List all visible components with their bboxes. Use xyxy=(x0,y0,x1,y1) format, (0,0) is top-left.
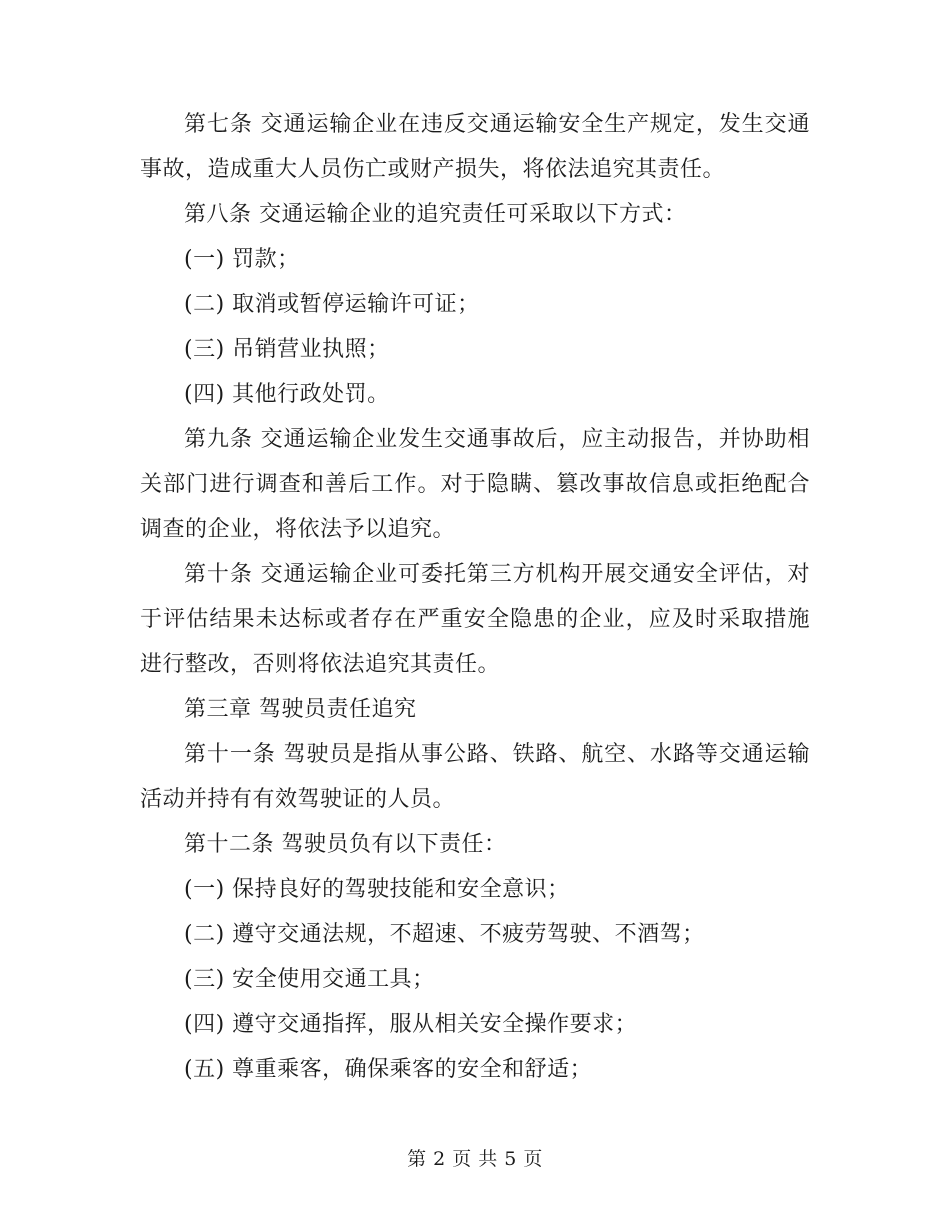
page-number-footer: 第 2 页 共 5 页 xyxy=(407,1148,543,1170)
chapter-heading-3: 第三章 驾驶员责任追究 xyxy=(184,697,417,722)
document-body xyxy=(140,102,810,1092)
paragraph-article-12: 第十二条 驾驶员负有以下责任： xyxy=(184,832,507,857)
list-item-8-1: (一) 罚款； xyxy=(184,247,300,272)
list-item-12-5: (五) 尊重乘客，确保乘客的安全和舒适； xyxy=(184,1057,593,1082)
paragraph-article-11: 第十一条 驾驶员是指从事公路、铁路、航空、水路等交通运输活动并持有有效驾驶证的人员。 xyxy=(140,742,810,812)
list-item-12-3: (三) 安全使用交通工具； xyxy=(184,967,435,992)
paragraph-article-8: 第八条 交通运输企业的追究责任可采取以下方式： xyxy=(184,202,687,227)
paragraph-article-7: 第七条 交通运输企业在违反交通运输安全生产规定，发生交通事故，造成重大人员伤亡或财产损失，将依法追究其责任。 xyxy=(140,112,810,182)
list-item-12-1: (一) 保持良好的驾驶技能和安全意识； xyxy=(184,877,570,902)
list-item-12-2: (二) 遵守交通法规，不超速、不疲劳驾驶、不酒驾； xyxy=(184,922,705,947)
paragraph-article-10: 第十条 交通运输企业可委托第三方机构开展交通安全评估，对于评估结果未达标或者存在严重安全隐患的企业，应及时采取措施进行整改，否则将依法追究其责任。 xyxy=(140,562,810,677)
list-item-8-2: (二) 取消或暂停运输许可证； xyxy=(184,292,480,317)
list-item-12-4: (四) 遵守交通指挥，服从相关安全操作要求； xyxy=(184,1012,638,1037)
list-item-8-4: (四) 其他行政处罚。 xyxy=(184,382,390,407)
paragraph-article-9: 第九条 交通运输企业发生交通事故后，应主动报告，并协助相关部门进行调查和善后工作。对于隐瞒、篡改事故信息或拒绝配合调查的企业，将依法予以追究。 xyxy=(140,427,810,542)
list-item-8-3: (三) 吊销营业执照； xyxy=(184,337,390,362)
